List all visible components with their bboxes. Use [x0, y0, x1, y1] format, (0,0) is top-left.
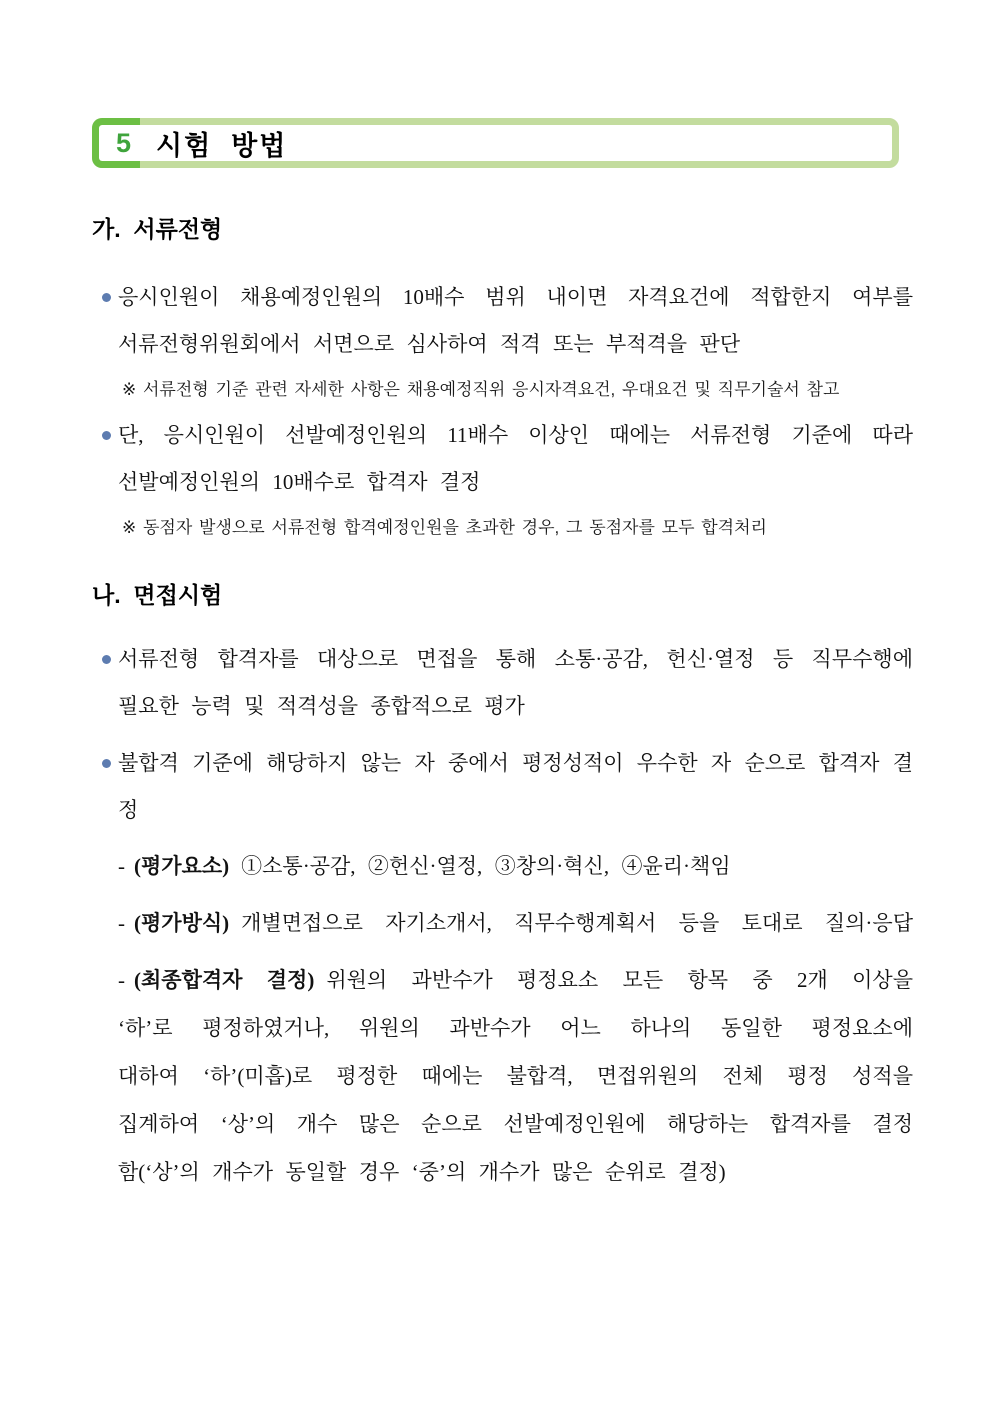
dash-marker: - [118, 968, 125, 992]
bullet-dot-icon [102, 431, 111, 440]
body-line [118, 842, 913, 890]
body-line [118, 956, 913, 1004]
body-line: 응시인원이 채용예정인원의 10배수 범위 내이면 자격요건에 적합한지 여부를 [118, 285, 913, 309]
bullet-item [92, 740, 913, 834]
dash-item-evaluation-factors [92, 842, 913, 890]
body-line: 불합격 기준에 해당하지 않는 자 중에서 평정성적이 우수한 자 순으로 합격자 결정 [118, 751, 913, 822]
dash-label: (최종합격자 결정) [134, 968, 315, 992]
section-na-body [92, 636, 913, 1196]
body-line: 집계하여 ‘상’의 개수 많은 순으로 선발예정인원에 해당하는 합격자를 결정 [118, 1112, 913, 1136]
section-title-ga: 가. 서류전형 [92, 216, 223, 242]
body-line: ‘하’로 평정하였거나, 위원의 과반수가 어느 하나의 동일한 평정요소에 [118, 1016, 913, 1040]
note-line: ※ 서류전형 기준 관련 자세한 사항은 채용예정직위 응시자격요건, 우대요건 및 직무기술서 참고 [122, 380, 840, 399]
dash-marker: - [118, 854, 125, 878]
dash-text: 위원의 과반수가 평정요소 모든 항목 중 2개 이상을 [326, 968, 913, 992]
dash-marker: - [118, 911, 125, 935]
body-line [118, 899, 913, 947]
bullet-item [92, 274, 913, 368]
body-line: 선발예정인원의 10배수로 합격자 결정 [118, 470, 481, 494]
body-line: 대하여 ‘하’(미흡)로 평정한 때에는 불합격, 면접위원의 전체 평정 성적을 [118, 1064, 913, 1088]
page-title: 시험 방법 [156, 130, 288, 161]
section-header-box [92, 118, 899, 168]
bullet-dot-icon [102, 759, 111, 768]
section-title-na: 나. 면접시험 [92, 582, 223, 608]
bullet-item [92, 636, 913, 730]
dash-label: (평가방식) [134, 911, 230, 935]
dash-item-evaluation-method [92, 899, 913, 947]
note-line: ※ 동점자 발생으로 서류전형 합격예정인원을 초과한 경우, 그 동점자를 모두 합격처리 [122, 518, 767, 537]
body-line: 단, 응시인원이 선발예정인원의 11배수 이상인 때에는 서류전형 기준에 따라 [118, 423, 913, 447]
dash-item-final-decision [92, 956, 913, 1196]
body-line: 함(‘상’의 개수가 동일할 경우 ‘중’의 개수가 많은 순위로 결정) [118, 1160, 726, 1184]
dash-text: ①소통·공감, ②헌신·열정, ③창의·혁신, ④윤리·책임 [241, 854, 731, 878]
bullet-item [92, 412, 913, 506]
section-ga-body [92, 274, 913, 550]
body-line: 서류전형 합격자를 대상으로 면접을 통해 소통·공감, 헌신·열정 등 직무수행에 [118, 647, 913, 671]
bullet-dot-icon [102, 655, 111, 664]
dash-label: (평가요소) [134, 854, 230, 878]
header-inner [99, 125, 892, 161]
body-line: 서류전형위원회에서 서면으로 심사하여 적격 또는 부적격을 판단 [118, 332, 741, 356]
dash-text: 개별면접으로 자기소개서, 직무수행계획서 등을 토대로 질의·응답 [241, 911, 913, 935]
bullet-dot-icon [102, 293, 111, 302]
section-number: 5 [116, 127, 132, 158]
body-line: 필요한 능력 및 적격성을 종합적으로 평가 [118, 694, 525, 718]
